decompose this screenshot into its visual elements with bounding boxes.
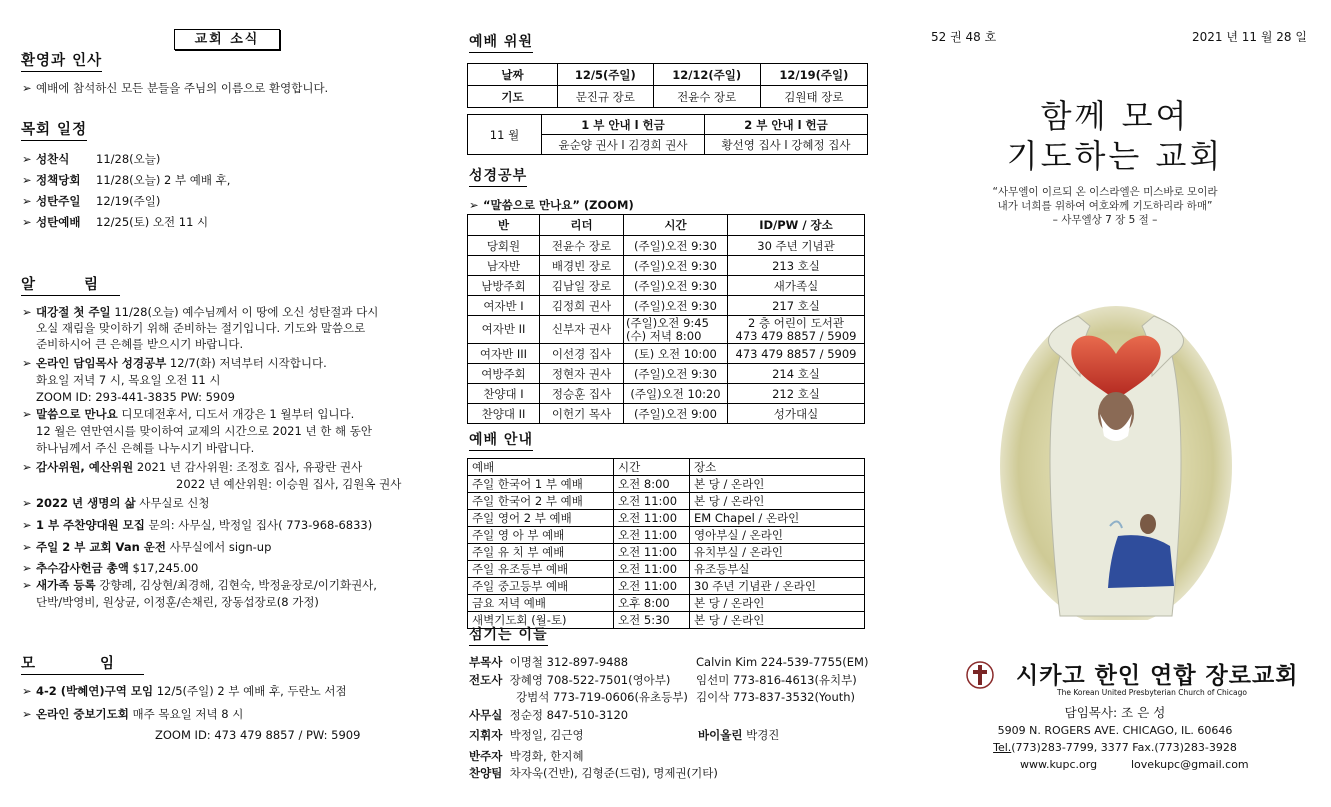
table-row: 주일 한국어 2 부 예배 오전 11:00 본 당 / 온라인 xyxy=(468,493,865,510)
table-cell: 기도 xyxy=(468,86,558,108)
table-cell: 11 월 xyxy=(468,115,542,155)
table-cell: 문진규 장로 xyxy=(558,86,654,108)
verse-line1: “사무엘이 이르되 온 이스라엘은 미스바로 모이라 xyxy=(992,186,1218,198)
table-row: 주일 한국어 1 부 예배 오전 8:00 본 당 / 온라인 xyxy=(468,476,865,493)
table-row: 찬양대 II 이헌기 목사 (주일)오전 9:00 성가대실 xyxy=(468,404,865,424)
announce-item: ➢ 온라인 담임목사 성경공부 12/7(화) 저녁부터 시작합니다. xyxy=(22,356,327,370)
table-row: 찬양대 I 정승훈 집사 (주일)오전 10:20 212 호실 xyxy=(468,384,865,404)
table-cell: 12/19(주일) xyxy=(760,64,867,86)
welcome-line: ➢ 예배에 참석하신 모든 분들을 주님의 이름으로 환영합니다. xyxy=(22,81,329,95)
bible-table xyxy=(467,214,865,424)
server-row: 지휘자 박정일, 김근영 xyxy=(469,728,584,742)
table-row: 여방주회 정현자 권사 (주일)오전 9:30 214 호실 xyxy=(468,364,865,384)
server-row: 임선미 773-816-4613(유치부) xyxy=(696,673,857,687)
server-row: 바이올린 박경진 xyxy=(698,728,780,742)
table-cell: 장소 xyxy=(690,459,865,476)
main-title-line2: 기도하는 교회 xyxy=(1006,137,1224,175)
table-row: 금요 저녁 예배 오후 8:00 본 당 / 온라인 xyxy=(468,595,865,612)
church-address: 5909 N. ROGERS AVE. CHICAGO, IL. 60646 xyxy=(997,724,1233,737)
schedule-item: ➢ 성탄예배 12/25(토) 오전 11 시 xyxy=(22,215,209,229)
server-row: 김이삭 773-837-3532(Youth) xyxy=(696,690,856,704)
committee-heading: 예배 위원 xyxy=(469,34,533,53)
server-row: 전도사 장혜영 708-522-7501(영아부) xyxy=(469,673,671,687)
bible-heading: 성경공부 xyxy=(469,168,527,187)
table-row: 여자반 I 김정희 권사 (주일)오전 9:30 217 호실 xyxy=(468,296,865,316)
announce-item: ➢ 새가족 등록 강향례, 김상현/최경해, 김현숙, 박정윤장로/이기화권사, xyxy=(22,578,377,592)
church-english-name: The Korean United Presbyterian Church of Chicago xyxy=(1057,688,1247,697)
server-row: Calvin Kim 224-539-7755(EM) xyxy=(696,655,869,669)
arrow-icon: ➢ xyxy=(22,81,32,95)
service-heading: 예배 안내 xyxy=(469,432,533,451)
table-cell: 날짜 xyxy=(468,64,558,86)
server-row: 사무실 정순정 847-510-3120 xyxy=(469,708,629,722)
service-table xyxy=(467,458,865,629)
schedule-item: ➢ 성탄주일 12/19(주일) xyxy=(22,194,161,208)
table-cell: 리더 xyxy=(540,215,624,236)
announce-item: ➢ 2022 년 생명의 삶 사무실로 신청 xyxy=(22,496,210,510)
server-row: 부목사 이명철 312-897-9488 xyxy=(469,655,629,669)
announce-heading: 알 림 xyxy=(21,277,120,296)
announce-line: 12 월은 연만연시를 맞이하여 교제의 시간으로 2021 년 한 해 동안 xyxy=(36,424,372,438)
meeting-heading: 모 임 xyxy=(21,656,144,675)
main-title-line1: 함께 모여 xyxy=(1040,97,1190,135)
announce-item: ➢ 주일 2 부 교회 Van 운전 사무실에서 sign-up xyxy=(22,540,272,554)
servers-heading: 섬기는 이들 xyxy=(469,627,548,646)
table-row: 당회원 전윤수 장로 (주일)오전 9:30 30 주년 기념관 xyxy=(468,236,865,256)
website-link[interactable]: www.kupc.org xyxy=(1020,758,1098,771)
schedule-item: ➢ 성찬식 11/28(오늘) xyxy=(22,152,161,166)
announce-line: 단박/박영비, 원상균, 이정훈/손채린, 장동섭장로(8 가정) xyxy=(36,595,319,609)
committee-table xyxy=(467,63,868,108)
announce-line: 2022 년 예산위원: 이승원 집사, 김원옥 권사 xyxy=(176,477,402,491)
table-row: 여자반 II 신부자 권사 (주일)오전 9:45 (수) 저녁 8:00 2 층 어린이 도서관 473 479 8857 / 5909 xyxy=(468,316,865,344)
announce-item: ➢ 감사위원, 예산위원 2021 년 감사위원: 조정호 집사, 유광란 권사 xyxy=(22,460,363,474)
church-name: 시카고 한인 연합 장로교회 xyxy=(1016,663,1299,689)
table-row: 주일 중고등부 예배 오전 11:00 30 주년 기념관 / 온라인 xyxy=(468,578,865,595)
email-link[interactable]: lovekupc@gmail.com xyxy=(1131,758,1249,771)
announce-item: ➢ 1 부 주찬양대원 모집 문의: 사무실, 박정일 집사( 773-968-6833) xyxy=(22,518,373,532)
table-row: 남자반 배경빈 장로 (주일)오전 9:30 213 호실 xyxy=(468,256,865,276)
volume-number: 52 권 48 호 xyxy=(931,30,997,44)
guide-table xyxy=(467,114,868,155)
announce-item: ➢ 대강절 첫 주일 11/28(오늘) 예수님께서 이 땅에 오신 성탄절과 다시 xyxy=(22,305,379,319)
church-phone: Tel.(773)283-7799, 3377 Fax.(773)283-3928 xyxy=(993,741,1237,754)
table-cell: 예배 xyxy=(468,459,614,476)
table-cell: 반 xyxy=(468,215,540,236)
announce-item: ➢ 추수감사헌금 총액 $17,245.00 xyxy=(22,561,199,575)
table-row: 남방주회 김남일 장로 (주일)오전 9:30 새가족실 xyxy=(468,276,865,296)
announce-line: 준비하시어 큰 은혜를 받으시기 바랍니다. xyxy=(36,337,244,351)
table-cell: 시간 xyxy=(624,215,728,236)
table-cell: 전윤수 장로 xyxy=(653,86,760,108)
announce-line: 오실 재림을 맞이하기 위해 준비하는 절기입니다. 기도와 말씀으로 xyxy=(36,321,366,335)
table-row: 주일 영 아 부 예배 오전 11:00 영아부실 / 온라인 xyxy=(468,527,865,544)
verse-ref: – 사무엘상 7 장 5 절 – xyxy=(1052,214,1158,226)
announce-item: ➢ 말씀으로 만나요 디모데전후서, 디도서 개강은 1 월부터 입니다. xyxy=(22,407,355,421)
table-row: 새벽기도회 (월-토) 오전 5:30 본 당 / 온라인 xyxy=(468,612,865,629)
meeting-item: ➢ 온라인 중보기도회 매주 목요일 저녁 8 시 xyxy=(22,707,244,721)
table-cell: 2 부 안내 l 헌금 xyxy=(705,115,868,135)
table-cell: 12/12(주일) xyxy=(653,64,760,86)
announce-line: ZOOM ID: 293-441-3835 PW: 5909 xyxy=(36,390,235,404)
server-row: 반주자 박경화, 한지혜 xyxy=(469,749,584,763)
schedule-item: ➢ 정책당회 11/28(오늘) 2 부 예배 후, xyxy=(22,173,231,187)
table-cell: 김원태 장로 xyxy=(760,86,867,108)
table-row: 주일 유조등부 예배 오전 11:00 유조등부실 xyxy=(468,561,865,578)
announce-line: 하나님께서 주신 은혜를 나누시기 바랍니다. xyxy=(36,441,255,455)
server-row: 강범석 773-719-0606(유초등부) xyxy=(516,690,688,704)
welcome-heading: 환영과 인사 xyxy=(21,53,102,72)
announce-line: 화요일 저녁 7 시, 목요일 오전 11 시 xyxy=(36,373,221,387)
verse-line2: 내가 너희를 위하여 여호와께 기도하리라 하매” xyxy=(997,200,1213,212)
table-cell: 1 부 안내 l 헌금 xyxy=(542,115,705,135)
table-cell: 12/5(주일) xyxy=(558,64,654,86)
bible-sub: ➢ “말씀으로 만나요” (ZOOM) xyxy=(469,198,634,212)
server-row: 찬양팀 차자욱(건반), 김형준(드럼), 명제권(기타) xyxy=(469,766,718,780)
table-cell: ID/PW / 장소 xyxy=(728,215,865,236)
meeting-line: ZOOM ID: 473 479 8857 / PW: 5909 xyxy=(155,728,361,742)
church-logo xyxy=(965,658,995,692)
table-cell: 시간 xyxy=(614,459,690,476)
meeting-item: ➢ 4-2 (박혜연)구역 모임 12/5(주일) 2 부 예배 후, 두란노 서점 xyxy=(22,684,347,698)
table-cell: 황선영 집사 l 강혜정 집사 xyxy=(705,135,868,155)
bulletin-date: 2021 년 11 월 28 일 xyxy=(1192,30,1307,44)
table-cell: 윤순양 권사 l 김경희 권사 xyxy=(542,135,705,155)
table-row: 주일 유 치 부 예배 오전 11:00 유치부실 / 온라인 xyxy=(468,544,865,561)
pastor-name: 담임목사: 조 은 성 xyxy=(1064,705,1166,720)
illustration-heart-figure xyxy=(1000,296,1232,620)
notice-title: 교회 소식 xyxy=(174,29,280,50)
schedule-heading: 목회 일정 xyxy=(21,122,87,141)
table-row: 주일 영어 2 부 예배 오전 11:00 EM Chapel / 온라인 xyxy=(468,510,865,527)
table-row: 여자반 III 이선경 집사 (토) 오전 10:00 473 479 8857 / 5909 xyxy=(468,344,865,364)
